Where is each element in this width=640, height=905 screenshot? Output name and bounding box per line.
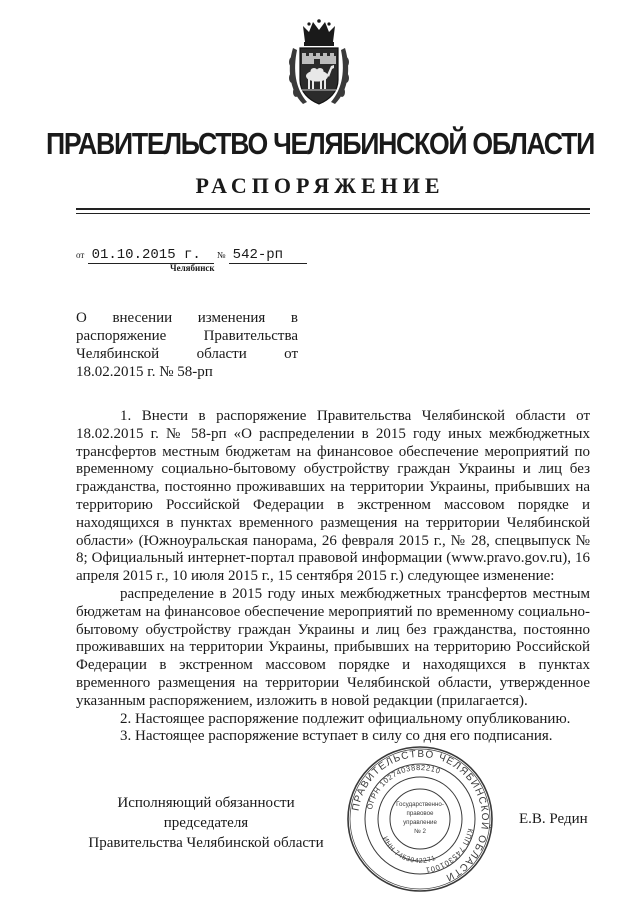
svg-text:ПРАВИТЕЛЬСТВО ЧЕЛЯБИНСКОЙ ОБЛА: ПРАВИТЕЛЬСТВО ЧЕЛЯБИНСКОЙ ОБЛАСТИ bbox=[350, 748, 491, 884]
svg-text:Государственно-: Государственно- bbox=[396, 801, 444, 808]
document-subject bbox=[76, 309, 298, 381]
document-body bbox=[76, 408, 590, 746]
document-type-title: РАСПОРЯЖЕНИЕ bbox=[195, 173, 445, 198]
svg-text:управление: управление bbox=[403, 819, 437, 826]
svg-text:ОГРН 1027403882210: ОГРН 1027403882210 bbox=[364, 762, 442, 811]
svg-text:правовое: правовое bbox=[406, 810, 434, 817]
date-label: от bbox=[76, 250, 85, 260]
header-divider-thin bbox=[76, 213, 590, 214]
svg-text:№ 2: № 2 bbox=[414, 828, 426, 835]
body-paragraph: 3. Настоящее распоряжение вступает в силу со дня его подписания. bbox=[120, 728, 553, 745]
subject-line: Челябинской области от bbox=[76, 346, 298, 362]
signatory-position bbox=[76, 793, 336, 853]
coat-of-arms-emblem bbox=[287, 18, 351, 110]
signer-name: Е.В. Редин bbox=[519, 811, 588, 827]
header-divider-thick bbox=[76, 208, 590, 210]
issue-city: Челябинск bbox=[170, 263, 215, 273]
document-meta bbox=[76, 246, 307, 264]
organization-title: ПРАВИТЕЛЬСТВО ЧЕЛЯБИНСКОЙ ОБЛАСТИ bbox=[46, 126, 594, 161]
official-seal-stamp bbox=[346, 745, 494, 893]
body-paragraph: 1. Внести в распоряжение Правительства Челябинской области от 18.02.2015 г. № 58-рп «О распределении в 2015 году иных межбюджетных трансфертов местным бюджетам на финансовое обеспечение мероприятий по временному социально-бытовому обустройству граждан Украины и лиц без гражданства, постоянно проживавших на территории Украины, прибывших на территорию Российской Федерации в экстренном массовом порядке и находящихся в пунктах временного размещения на территории Челябинской области» (Южноуральская панорама, 26 февраля 2015 г., № 28, спецвыпуск № 8; Официальный интернет-портал правовой информации (www.pravo.gov.ru), 16 апреля 2015 г., 10 июля 2015 г., 15 сентября 2015 г.) следующее изменение: bbox=[76, 408, 590, 585]
signatory-position-line: Исполняющий обязанности председателя bbox=[117, 795, 295, 831]
subject-line: О внесении изменения в bbox=[76, 310, 298, 326]
document-date: 01.10.2015 г. bbox=[88, 247, 214, 264]
document-number: 542-рп bbox=[229, 247, 307, 264]
subject-line: распоряжение Правительства bbox=[76, 328, 298, 344]
signatory-position-line: Правительства Челябинской области bbox=[88, 835, 324, 851]
body-paragraph: 2. Настоящее распоряжение подлежит официальному опубликованию. bbox=[120, 710, 571, 727]
body-paragraph: распределение в 2015 году иных межбюджетных трансфертов местным бюджетам на финансовое обеспечение мероприятий по временному социально-бытовому обустройству граждан Украины и лиц без гражданства, постоянно проживавших на территории Украины, прибывших на территорию Российской Федерации в экстренном массовом порядке и находящихся в пунктах временного размещения на территории Челябинской области, утвержденное указанным распоряжением, изложить в новой редакции (прилагается). bbox=[76, 585, 590, 709]
svg-text:ИНН 7453042271: ИНН 7453042271 bbox=[380, 835, 438, 866]
svg-text:КПП 745301001: КПП 745301001 bbox=[424, 827, 476, 875]
subject-line: 18.02.2015 г. № 58-рп bbox=[76, 364, 213, 380]
number-label: № bbox=[216, 250, 226, 260]
